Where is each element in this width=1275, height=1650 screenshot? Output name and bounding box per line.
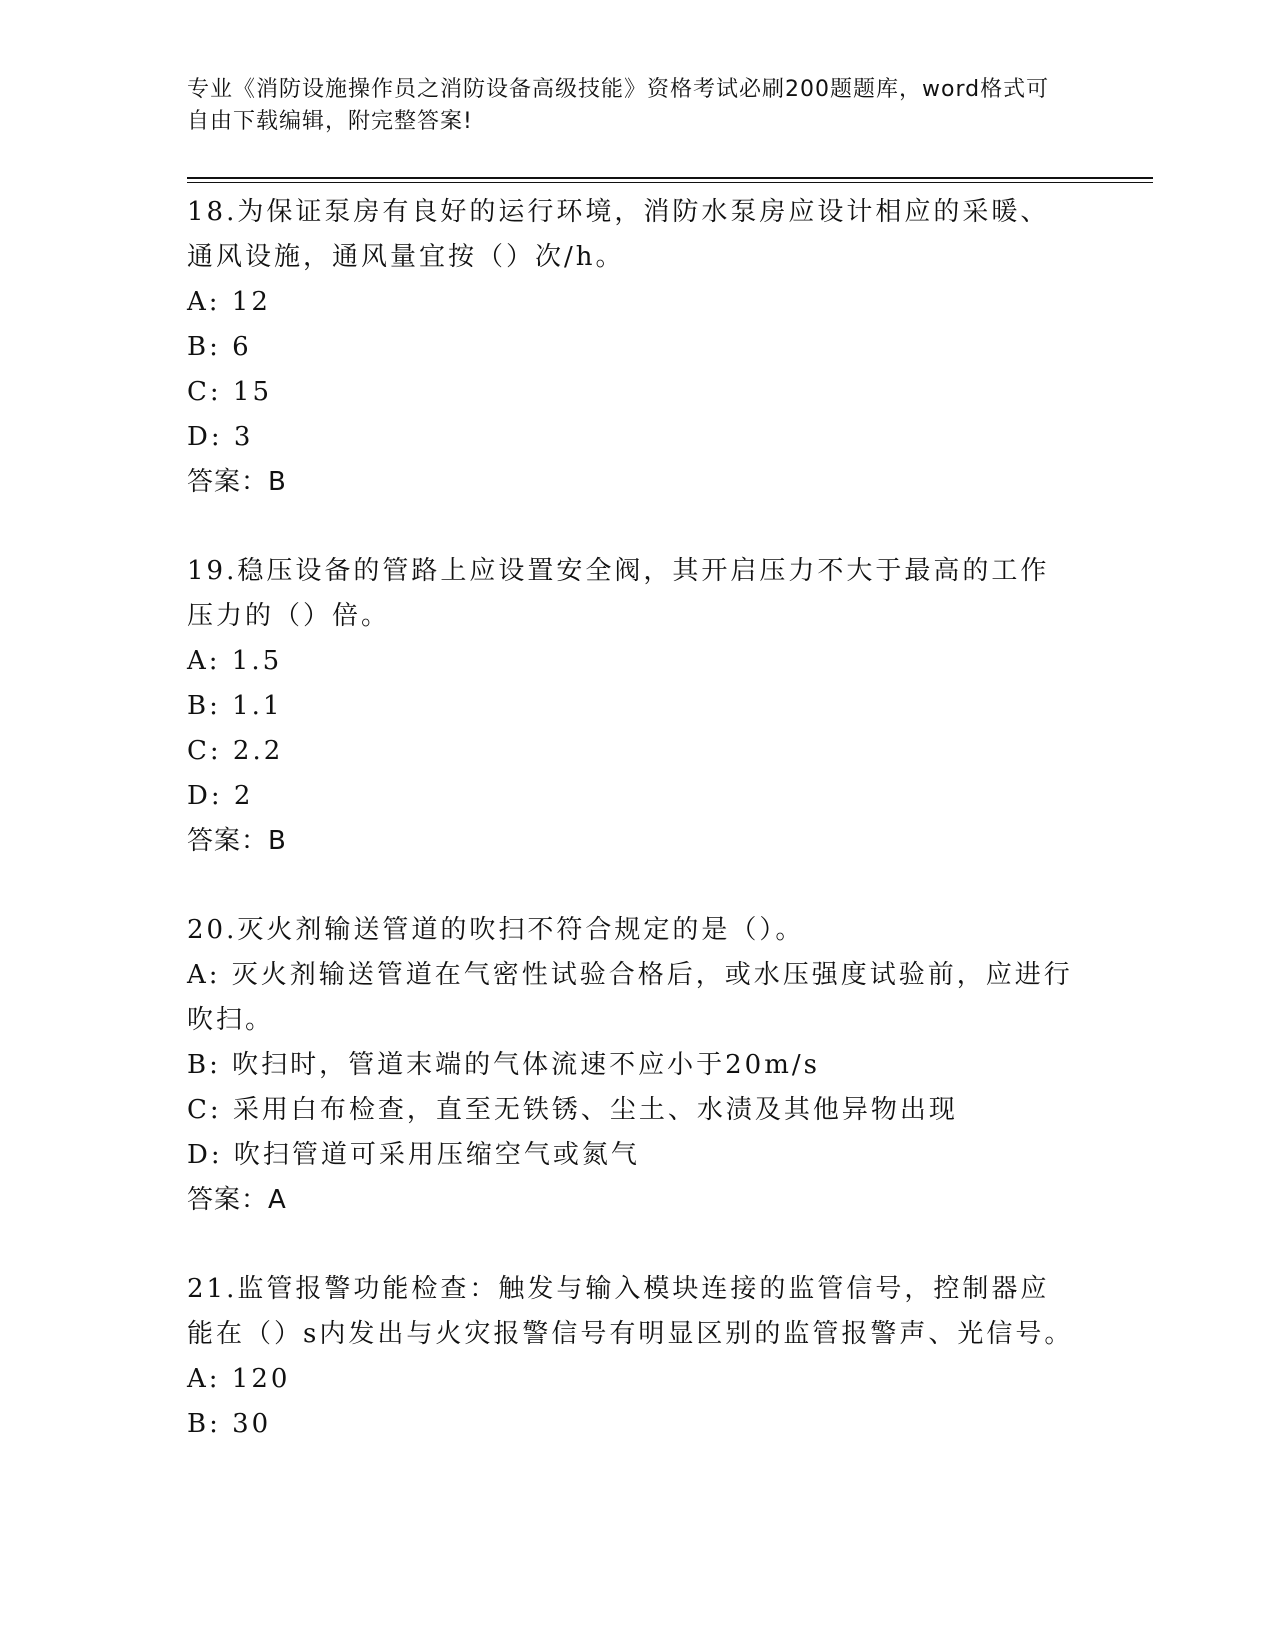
- option-a: A: 120: [187, 1364, 291, 1394]
- option-a: A: 12: [187, 287, 271, 317]
- header-rule: [187, 177, 1153, 179]
- option-d: D: 3: [187, 422, 254, 452]
- question-list: [187, 190, 1077, 1491]
- answer: 答案：B: [187, 826, 287, 856]
- option-a: A: 灭火剂输送管道在气密性试验合格后，或水压强度试验前，应进行吹扫。: [187, 960, 1073, 1035]
- question-stem: 20.灭火剂输送管道的吹扫不符合规定的是（）。: [187, 915, 805, 945]
- option-c: C: 采用白布检查，直至无铁锈、尘土、水渍及其他异物出现: [187, 1095, 958, 1125]
- header-rule-thin: [187, 182, 1153, 183]
- option-c: C: 2.2: [187, 736, 284, 766]
- question-21: [187, 1267, 1077, 1447]
- question-18: [187, 190, 1077, 505]
- question-19: [187, 549, 1077, 864]
- option-b: B: 30: [187, 1409, 272, 1439]
- option-d: D: 吹扫管道可采用压缩空气或氮气: [187, 1140, 640, 1170]
- answer: 答案：A: [187, 1185, 287, 1215]
- question-stem: 21.监管报警功能检查：触发与输入模块连接的监管信号，控制器应能在（）s内发出与火灾报警信号有明显区别的监管报警声、光信号。: [187, 1274, 1074, 1349]
- question-stem: 19.稳压设备的管路上应设置安全阀，其开启压力不大于最高的工作压力的（）倍。: [187, 556, 1050, 631]
- question-20: [187, 908, 1077, 1223]
- option-c: C: 15: [187, 377, 273, 407]
- option-d: D: 2: [187, 781, 254, 811]
- option-b: B: 吹扫时，管道末端的气体流速不应小于20m/s: [187, 1050, 820, 1080]
- document-header: 专业《消防设施操作员之消防设备高级技能》资格考试必刷200题题库，word格式可自由下载编辑，附完整答案!: [187, 77, 1050, 134]
- option-b: B: 1.1: [187, 691, 283, 721]
- option-b: B: 6: [187, 332, 252, 362]
- question-stem: 18.为保证泵房有良好的运行环境，消防水泵房应设计相应的采暖、通风设施，通风量宜按（）次/h。: [187, 197, 1050, 272]
- option-a: A: 1.5: [187, 646, 283, 676]
- answer: 答案：B: [187, 467, 287, 497]
